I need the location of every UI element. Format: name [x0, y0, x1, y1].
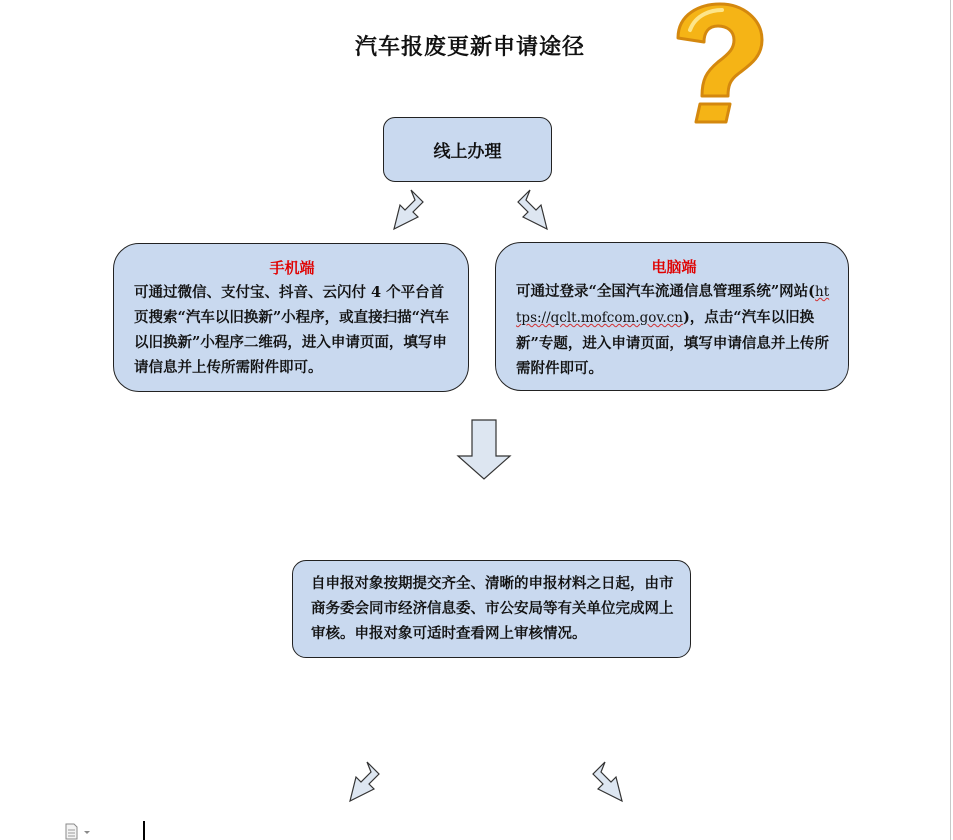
page-edge — [950, 0, 951, 840]
pc-text-after-url: )，点击“汽车以旧换新”专题，进入申请页面，填写申请信息并上传所需附件即可。 — [516, 309, 829, 377]
review-description: 自申报对象按期提交齐全、清晰的申报材料之日起，由市商务委会同市经济信息委、市公安局等有关单位完成网上审核。申报对象可适时查看网上审核情况。 — [311, 575, 674, 642]
online-review-box — [292, 560, 691, 658]
arrow-down-left-icon — [340, 760, 386, 804]
pc-text-before-url: 可通过登录“全国汽车流通信息管理系统”网站( — [516, 283, 816, 300]
pc-description — [516, 279, 832, 381]
arrow-down-icon — [456, 419, 512, 481]
document-title: 汽车报废更新申请途径 — [354, 34, 585, 60]
pc-heading: 电脑端 — [651, 258, 697, 276]
mobile-heading: 手机端 — [269, 259, 315, 277]
pc-channel-box — [495, 242, 849, 391]
online-process-label: 线上办理 — [433, 142, 502, 162]
text-cursor — [143, 821, 145, 840]
question-mark-icon — [660, 0, 770, 125]
paste-options-icon[interactable] — [64, 823, 94, 840]
arrow-down-right-icon — [511, 188, 557, 232]
website-url: https://qclt.mofcom.gov.cn — [516, 284, 830, 326]
mobile-description: 可通过微信、支付宝、抖音、云闪付 4 个平台首页搜索“汽车以旧换新”小程序，或直接扫描“汽车以旧换新”小程序二维码，进入申请页面，填写申请信息并上传所需附件即可。 — [134, 284, 450, 376]
online-process-box — [383, 117, 552, 182]
arrow-down-left-icon — [384, 188, 430, 232]
mobile-channel-box — [113, 243, 469, 392]
arrow-down-right-icon — [586, 760, 632, 804]
